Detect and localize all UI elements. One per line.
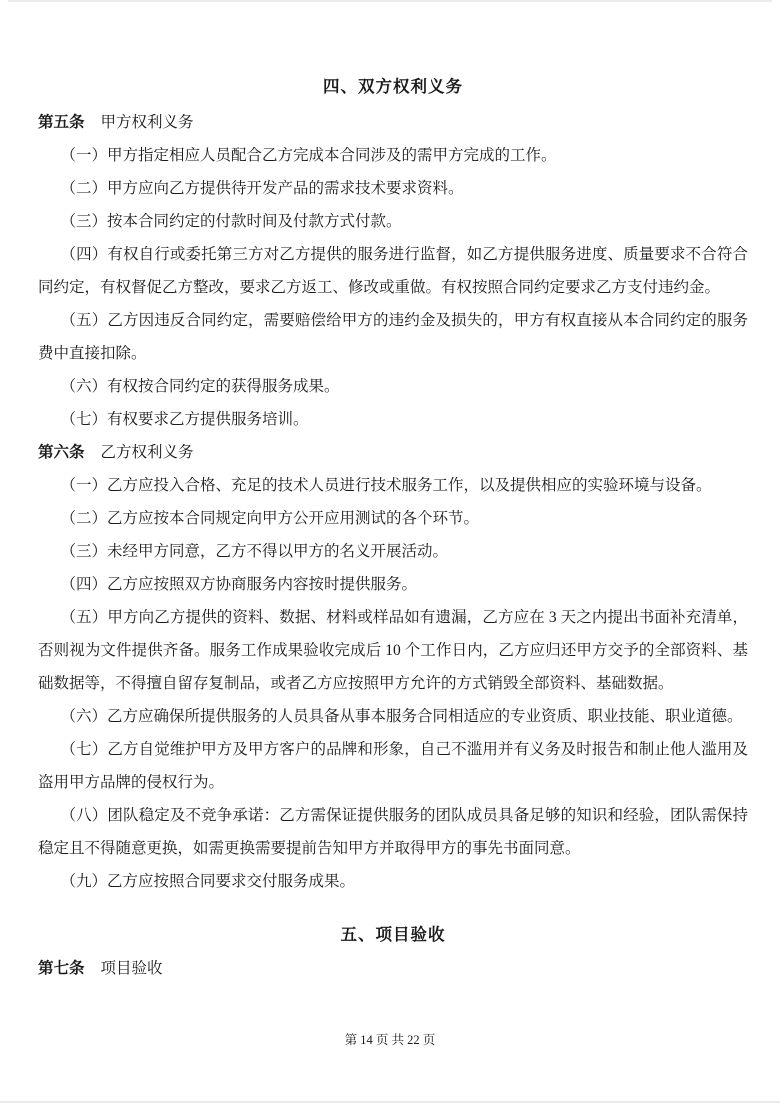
clause-5-4: （四）有权自行或委托第三方对乙方提供的服务进行监督，如乙方提供服务进度、质量要求不合符合同约定，有权督促乙方整改，要求乙方返工、修改或重做。有权按照合同约定要求乙方支付违约金。 [38, 246, 748, 296]
clause-5-5: （五）乙方因违反合同约定，需要赔偿给甲方的违约金及损失的，甲方有权直接从本合同约定的服务费中直接扣除。 [38, 312, 748, 362]
section-heading-rights-obligations: 四、双方权利义务 [323, 77, 463, 96]
clause-6-2: （二）乙方应按本合同规定向甲方公开应用测试的各个环节。 [60, 510, 479, 527]
article-5-head [38, 106, 748, 139]
clause-6-1: （一）乙方应投入合格、充足的技术人员进行技术服务工作，以及提供相应的实验环境与设备。 [60, 477, 712, 494]
page-top-edge [8, 0, 772, 2]
article-7-number: 第七条 [38, 960, 85, 977]
article-7-title: 项目验收 [100, 960, 163, 977]
section-heading-project-acceptance: 五、项目验收 [340, 925, 446, 944]
clause-6-3: （三）未经甲方同意，乙方不得以甲方的名义开展活动。 [60, 543, 448, 560]
clause-5-7: （七）有权要求乙方提供服务培训。 [60, 411, 309, 428]
clause-6-4: （四）乙方应按照双方协商服务内容按时提供服务。 [60, 576, 417, 593]
clause-6-6: （六）乙方应确保所提供服务的人员具备从事本服务合同相适应的专业资质、职业技能、职业道德。 [60, 708, 743, 725]
article-6-title: 乙方权利义务 [100, 444, 194, 461]
article-5-number: 第五条 [38, 114, 85, 131]
clause-6-8: （八）团队稳定及不竞争承诺：乙方需保证提供服务的团队成员具备足够的知识和经验，团队需保持稳定且不得随意更换，如需更换需要提前告知甲方并取得甲方的事先书面同意。 [38, 807, 748, 857]
clause-6-5: （五）甲方向乙方提供的资料、数据、材料或样品如有遗漏，乙方应在 3 天之内提出书面补充清单，否则视为文件提供齐备。服务工作成果验收完成后 10 个工作日内，乙方应归还甲方交予的全部资料、基础数据等，不得擅自留存复制品，或者乙方应按照甲方允许的方式销毁全部资料、基础数据。 [38, 609, 748, 692]
clause-5-6: （六）有权按合同约定的获得服务成果。 [60, 378, 340, 395]
clause-6-7: （七）乙方自觉维护甲方及甲方客户的品牌和形象，自己不滥用并有义务及时报告和制止他人滥用及盗用甲方品牌的侵权行为。 [38, 741, 748, 791]
article-6-head [38, 436, 748, 469]
clause-5-1: （一）甲方指定相应人员配合乙方完成本合同涉及的需甲方完成的工作。 [60, 147, 557, 164]
article-6-number: 第六条 [38, 444, 85, 461]
page-number-footer: 第 14 页 共 22 页 [344, 1033, 436, 1047]
article-5-title: 甲方权利义务 [100, 114, 194, 131]
clause-5-2: （二）甲方应向乙方提供待开发产品的需求技术要求资料。 [60, 180, 464, 197]
clause-5-3: （三）按本合同约定的付款时间及付款方式付款。 [60, 213, 402, 230]
clause-6-9: （九）乙方应按照合同要求交付服务成果。 [60, 873, 355, 890]
article-7-head [38, 952, 748, 985]
